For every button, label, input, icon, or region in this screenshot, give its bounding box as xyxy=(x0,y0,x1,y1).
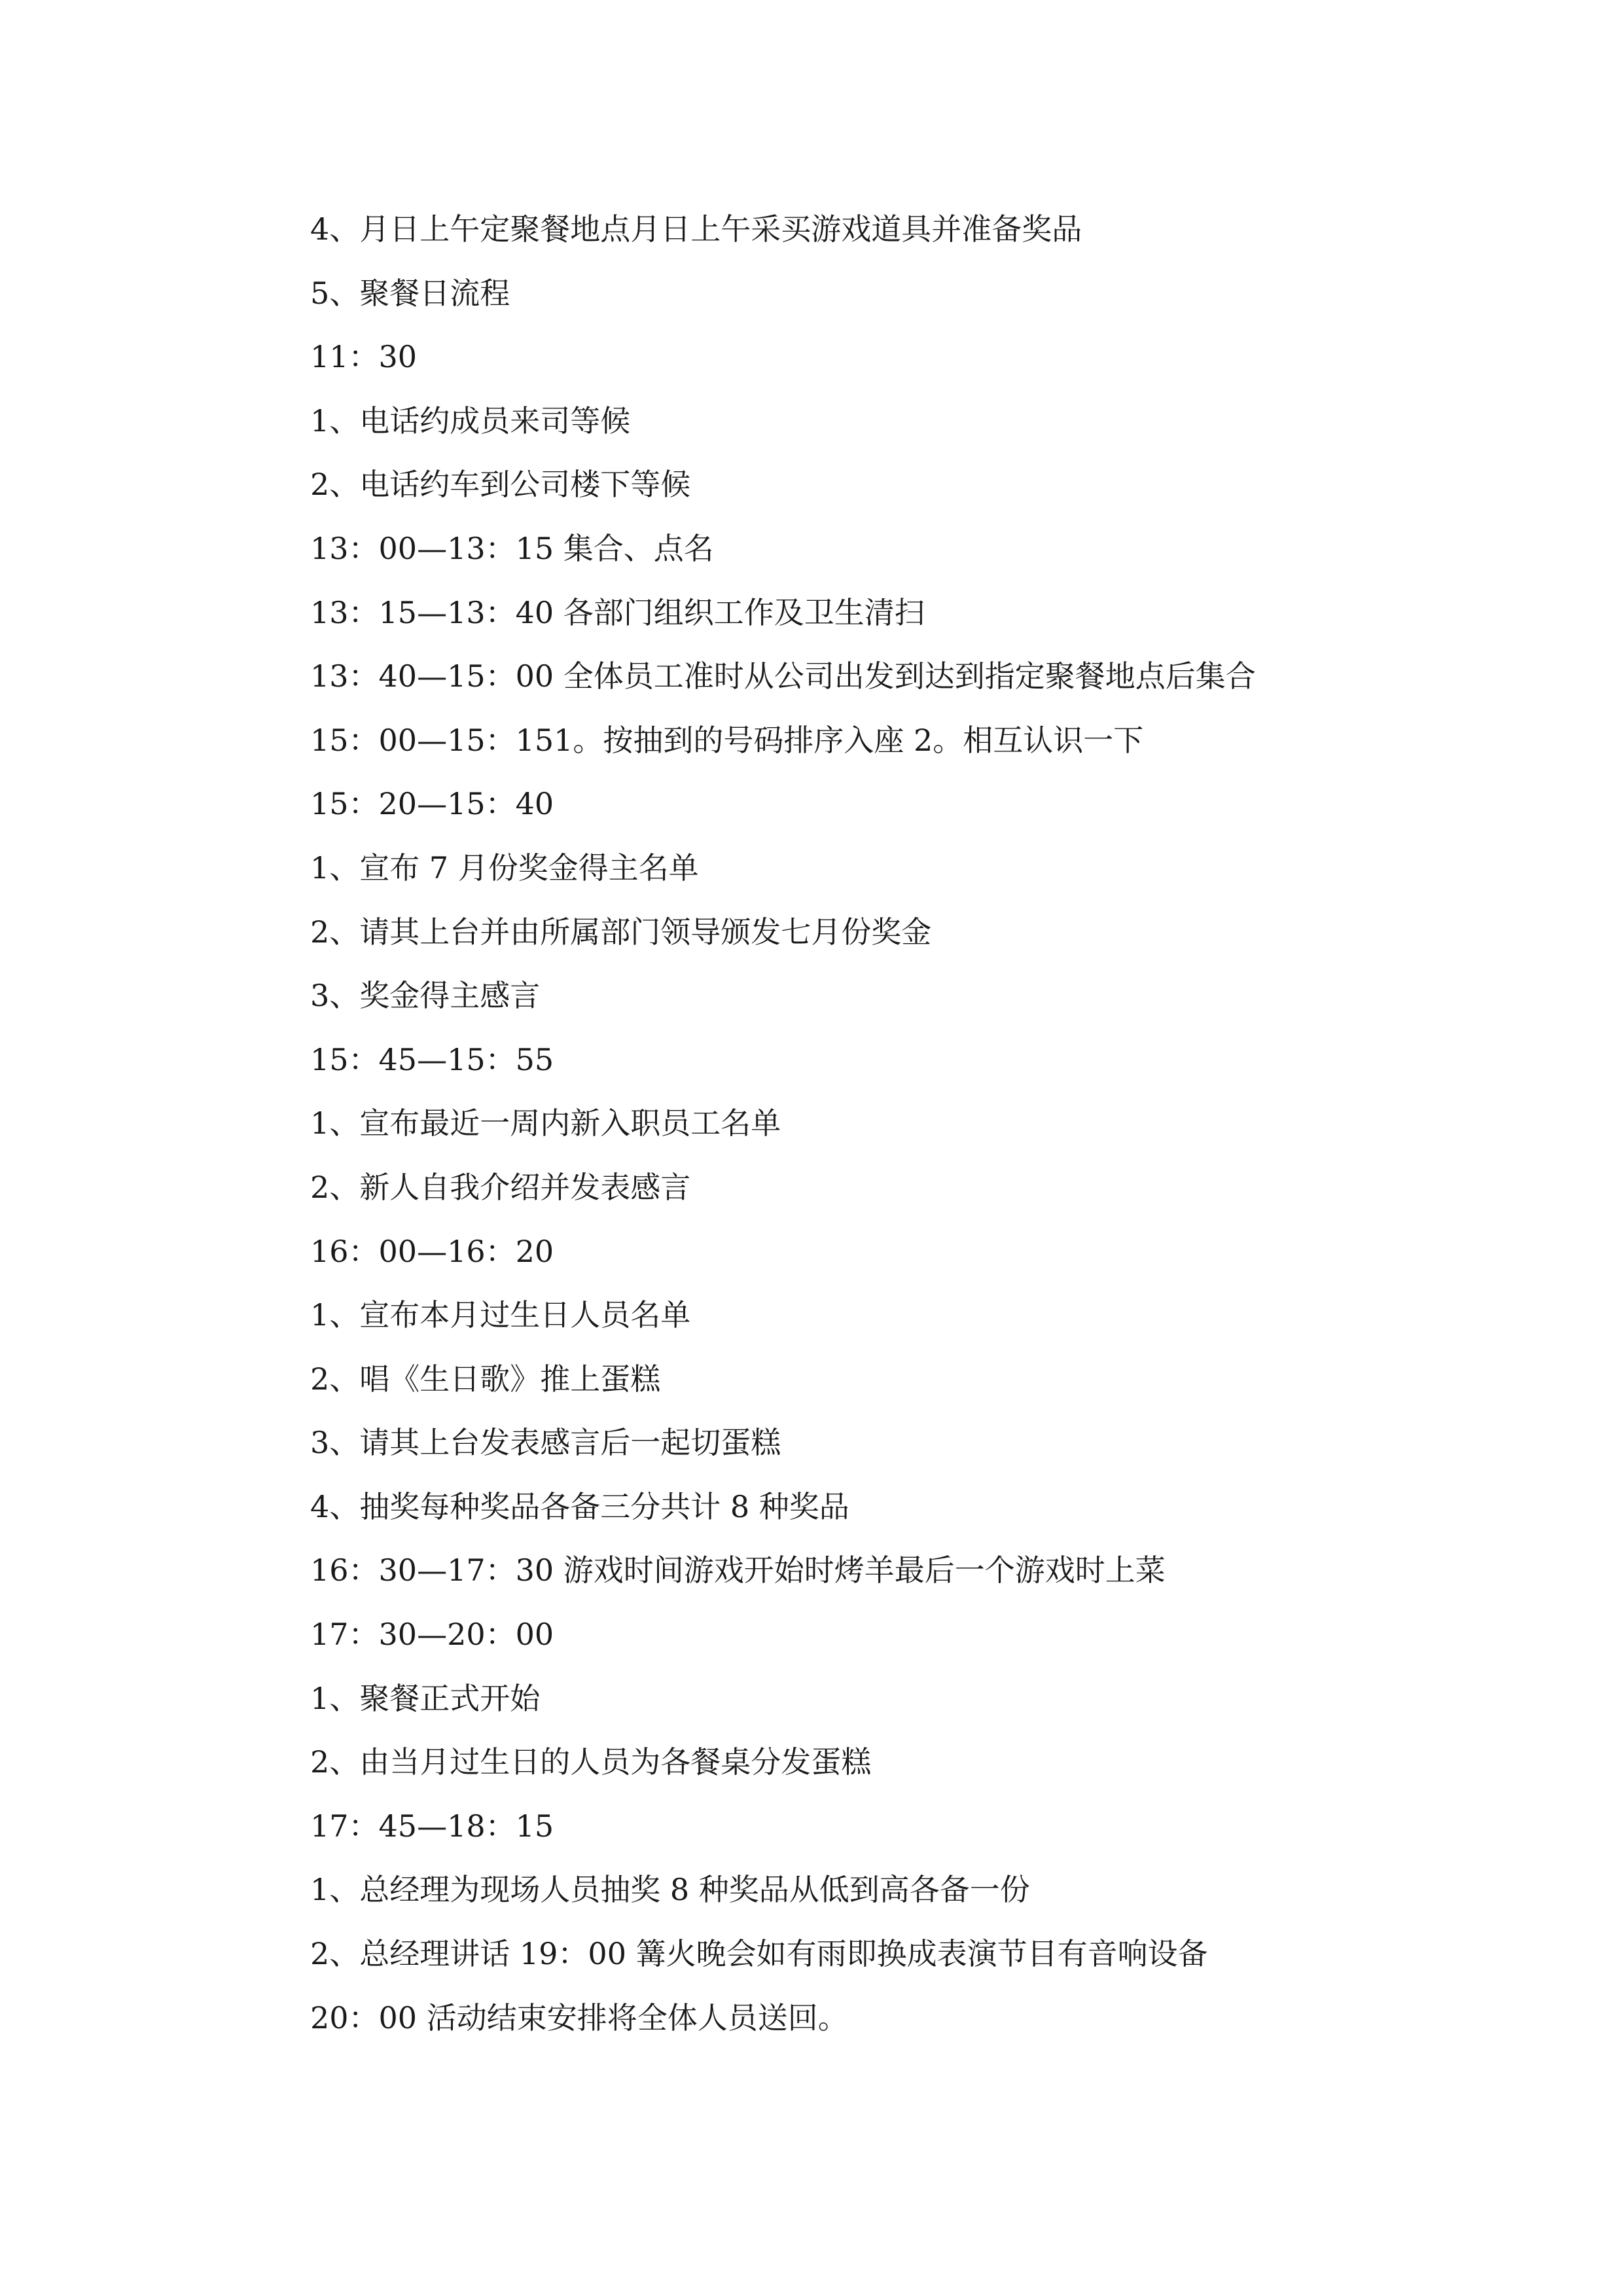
text-line: 17：45—18：15 xyxy=(310,1808,554,1844)
text-line: 16：00—16：20 xyxy=(310,1233,554,1269)
text-line: 1、聚餐正式开始 xyxy=(310,1680,541,1716)
text-line: 11：30 xyxy=(310,339,418,375)
text-line: 3、奖金得主感言 xyxy=(310,978,541,1014)
text-line: 13：15—13：40 各部门组织工作及卫生清扫 xyxy=(310,594,925,630)
text-line: 17：30—20：00 xyxy=(310,1617,554,1653)
text-line: 15：45—15：55 xyxy=(310,1041,554,1077)
text-line: 13：40—15：00 全体员工准时从公司出发到达到指定聚餐地点后集合 xyxy=(310,658,1256,694)
text-line: 1、电话约成员来司等候 xyxy=(310,403,631,439)
text-line: 1、宣布最近一周内新入职员工名单 xyxy=(310,1105,781,1141)
text-line: 2、请其上台并由所属部门领导颁发七月份奖金 xyxy=(310,914,932,950)
text-line: 3、请其上台发表感言后一起切蛋糕 xyxy=(310,1425,781,1461)
text-line: 2、由当月过生日的人员为各餐桌分发蛋糕 xyxy=(310,1744,872,1780)
text-line: 1、宣布本月过生日人员名单 xyxy=(310,1297,691,1333)
text-line: 2、新人自我介绍并发表感言 xyxy=(310,1169,691,1205)
text-line: 16：30—17：30 游戏时间游戏开始时烤羊最后一个游戏时上菜 xyxy=(310,1552,1166,1588)
text-line: 5、聚餐日流程 xyxy=(310,275,510,311)
text-line: 2、唱《生日歌》推上蛋糕 xyxy=(310,1361,661,1397)
text-line: 4、抽奖每种奖品各备三分共计 8 种奖品 xyxy=(310,1488,849,1524)
text-line: 4、月日上午定聚餐地点月日上午采买游戏道具并准备奖品 xyxy=(310,211,1082,247)
text-line: 1、总经理为现场人员抽奖 8 种奖品从低到高各备一份 xyxy=(310,1872,1030,1908)
document-body xyxy=(310,198,1410,2050)
text-line: 15：20—15：40 xyxy=(310,786,554,822)
text-line: 2、总经理讲话 19：00 篝火晚会如有雨即换成表演节目有音响设备 xyxy=(310,1936,1208,1972)
text-line: 15：00—15：151。按抽到的号码排序入座 2。相互认识一下 xyxy=(310,722,1144,758)
text-line: 20：00 活动结束安排将全体人员送回。 xyxy=(310,2000,848,2036)
text-line: 2、电话约车到公司楼下等候 xyxy=(310,467,691,503)
text-line: 1、宣布 7 月份奖金得主名单 xyxy=(310,850,699,886)
text-line: 13：00—13：15 集合、点名 xyxy=(310,530,714,566)
